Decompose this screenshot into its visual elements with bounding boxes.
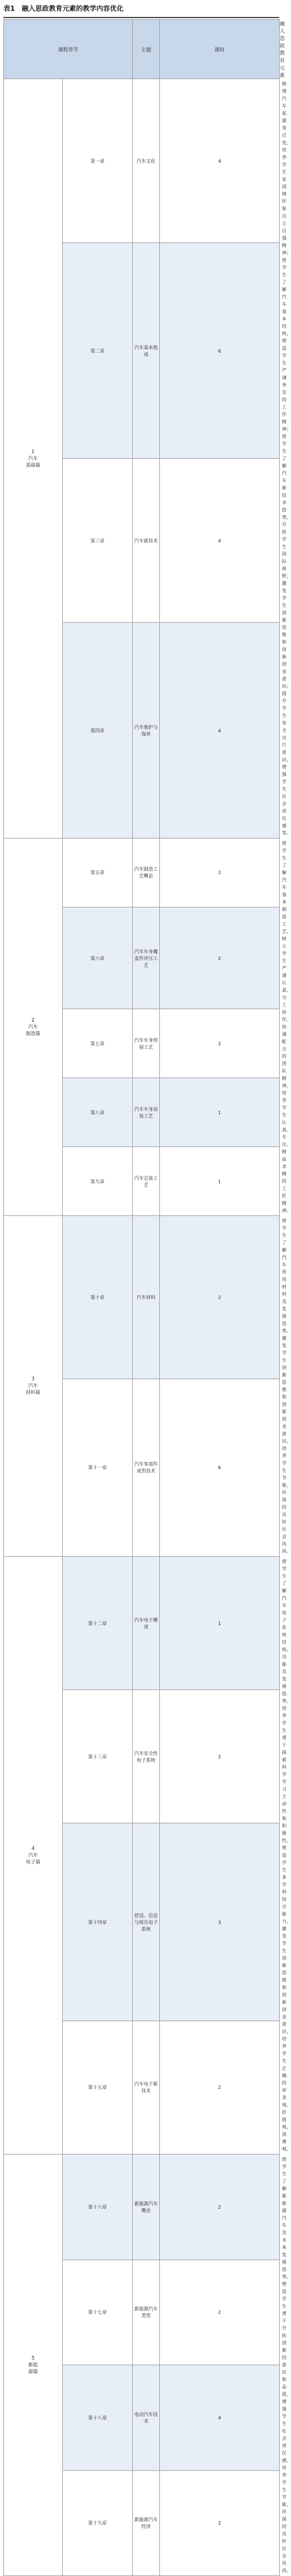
chapter-cell: 第十三章 [63,1690,133,1823]
table-row: 2 汽车 制造篇 第五章 汽车制造工艺概论 2 使学生了解汽车基本制造工艺，树立学生严谨认真、分工协作、协调配合的团队精神，培养学生认真、专注、精益求精的工匠精神。 [4,839,280,907]
table-row: 4 汽车 电子篇 第十二章 汽车电子概述 1 使学生了解汽车电子系统结构、功能及发展趋势，培养学生勇于探索科学学习主动性和积极性，塑造学生多学科综合能力，激发学生创新思维和创新创业意识，培养学生正确的审美观、价值观、消费观。 [4,1557,280,1690]
module-name-line: 4 [31,1845,35,1852]
hours-cell: 4 [160,2365,280,2471]
chapter-cell: 第十二章 [63,1557,133,1690]
topic-cell: 汽车新技术 [133,458,160,622]
table-title: 融入思政教育元素的教学内容优化 [21,5,124,12]
header-row: 课程章节 主题 课时 融入思政教育元素 [4,20,280,79]
hours-cell: 2 [160,1690,280,1823]
topic-cell: 汽车维护与保养 [133,623,160,839]
table-row: 3 汽车 材料篇 第十章 汽车材料 2 使学生了解汽车所用材料及发展趋势，激发学生创新思维和创新创业意识，培养学生节能、环保的良好社会风尚。 [4,1216,280,1379]
module-name-line: 3 [31,1376,35,1382]
topic-cell: 汽车电子概述 [133,1557,160,1690]
chapter-cell: 第六章 [63,907,133,1009]
hours-cell: 2 [160,2154,280,2260]
header-chapter: 课程章节 [4,20,133,79]
topic-cell: 汽车车身焊接工艺 [133,1009,160,1078]
topic-cell: 新能源汽车类型 [133,2260,160,2365]
module-name-line: 汽车 [28,1383,38,1389]
module-name [4,1557,63,2154]
header-topic: 主题 [133,20,160,79]
topic-cell: 汽车车身涂装工艺 [133,1078,160,1147]
chapter-cell: 第十八章 [63,2365,133,2471]
topic-cell: 汽车基本组成 [133,243,160,459]
chapter-cell: 第九章 [63,1147,133,1216]
topic-cell: 新能源汽车经济 [133,2470,160,2576]
module-name-line: 基础篇 [25,462,41,468]
topic-cell: 汽车总装工艺 [133,1147,160,1216]
module-name-line: 制造篇 [25,1031,41,1037]
hours-cell: 1 [160,1557,280,1690]
topic-cell: 电动汽车技术 [133,2365,160,2471]
module-name-line: 新能 [28,2362,38,2368]
module-name-line: 汽车 [28,455,38,462]
topic-cell: 汽车材料 [133,1216,160,1379]
chapter-cell: 第七章 [63,1009,133,1078]
topic-cell: 汽车零部件成型技术 [133,1379,160,1556]
chapter-cell: 第一章 [63,79,133,243]
module-name-line: 5 [31,2355,35,2361]
topic-cell: 舒适、信息与娱乐电子系统 [133,1823,160,2021]
chapter-cell: 第十六章 [63,2154,133,2260]
chapter-cell: 第十四章 [63,1823,133,2021]
topic-cell: 汽车制造工艺概论 [133,839,160,907]
hours-cell: 6 [160,1379,280,1556]
hours-cell: 1 [160,1078,280,1147]
hours-cell: 2 [160,839,280,907]
chapter-cell: 第十七章 [63,2260,133,2365]
chapter-cell: 第五章 [63,839,133,907]
module-name [4,2154,63,2576]
hours-cell: 4 [160,79,280,243]
module-name [4,839,63,1216]
table-caption [3,2,124,15]
table-row: 1 汽车 基础篇 第一章 汽车文化 4 梳理汽车起源变迁史，培养学生家国情怀和自立自强精神；使学生了解汽车基本结构，塑造学生严谨务实的工作精神；使学生了解汽车新技术趋势，开拓学生国际视野，激发学生创新思维和创新创业意识；提升学生安全出行意识，增强学生社会责任感等。 [4,79,280,243]
hours-cell: 2 [160,1009,280,1078]
module-name-line: 材料篇 [25,1390,41,1396]
module-name-line: 汽车 [28,1024,38,1030]
table-row: 5 新能 源篇 第十六章 新能源汽车概论 2 使学生了解新能源汽车及未来发展趋势，塑造学生勇于开拓创新的意识和品质，增强学生社会责任感，培养学生节能、环保的良好社会风尚。 [4,2154,280,2260]
hours-cell: 4 [160,458,280,622]
hours-cell: 2 [160,2260,280,2365]
hours-cell: 2 [160,1216,280,1379]
hours-cell: 2 [160,907,280,1009]
module-name-line: 汽车 [28,1852,38,1858]
chapter-cell: 第十一章 [63,1379,133,1556]
hours-cell: 3 [160,1823,280,2021]
chapter-cell: 第十五章 [63,2021,133,2154]
header-hours: 课时 [160,20,280,79]
module-name-line: 源篇 [28,2369,38,2375]
topic-cell: 汽车车身覆盖件冲压工艺 [133,907,160,1009]
module-name-line: 电子篇 [25,1859,41,1865]
chapter-cell: 第十九章 [63,2470,133,2576]
top-rule [3,17,279,18]
hours-cell: 4 [160,623,280,839]
module-name-line: 1 [31,449,35,455]
chapter-cell: 第八章 [63,1078,133,1147]
chapter-cell: 第十章 [63,1216,133,1379]
module-name [4,1216,63,1557]
content-table [3,19,291,2576]
table-number: 表1 [3,5,15,12]
chapter-cell: 第二章 [63,243,133,459]
module-name-line: 2 [31,1017,35,1023]
topic-cell: 汽车文化 [133,79,160,243]
module-name [4,79,63,839]
topic-cell: 汽车安全性电子系统 [133,1690,160,1823]
chapter-cell: 第三章 [63,458,133,622]
topic-cell: 新能源汽车概论 [133,2154,160,2260]
hours-cell: 6 [160,243,280,459]
table-body [4,79,291,2576]
hours-cell: 2 [160,2021,280,2154]
chapter-cell: 第四章 [63,623,133,839]
hours-cell: 1 [160,1147,280,1216]
hours-cell: 2 [160,2470,280,2576]
topic-cell: 汽车电子新技术 [133,2021,160,2154]
